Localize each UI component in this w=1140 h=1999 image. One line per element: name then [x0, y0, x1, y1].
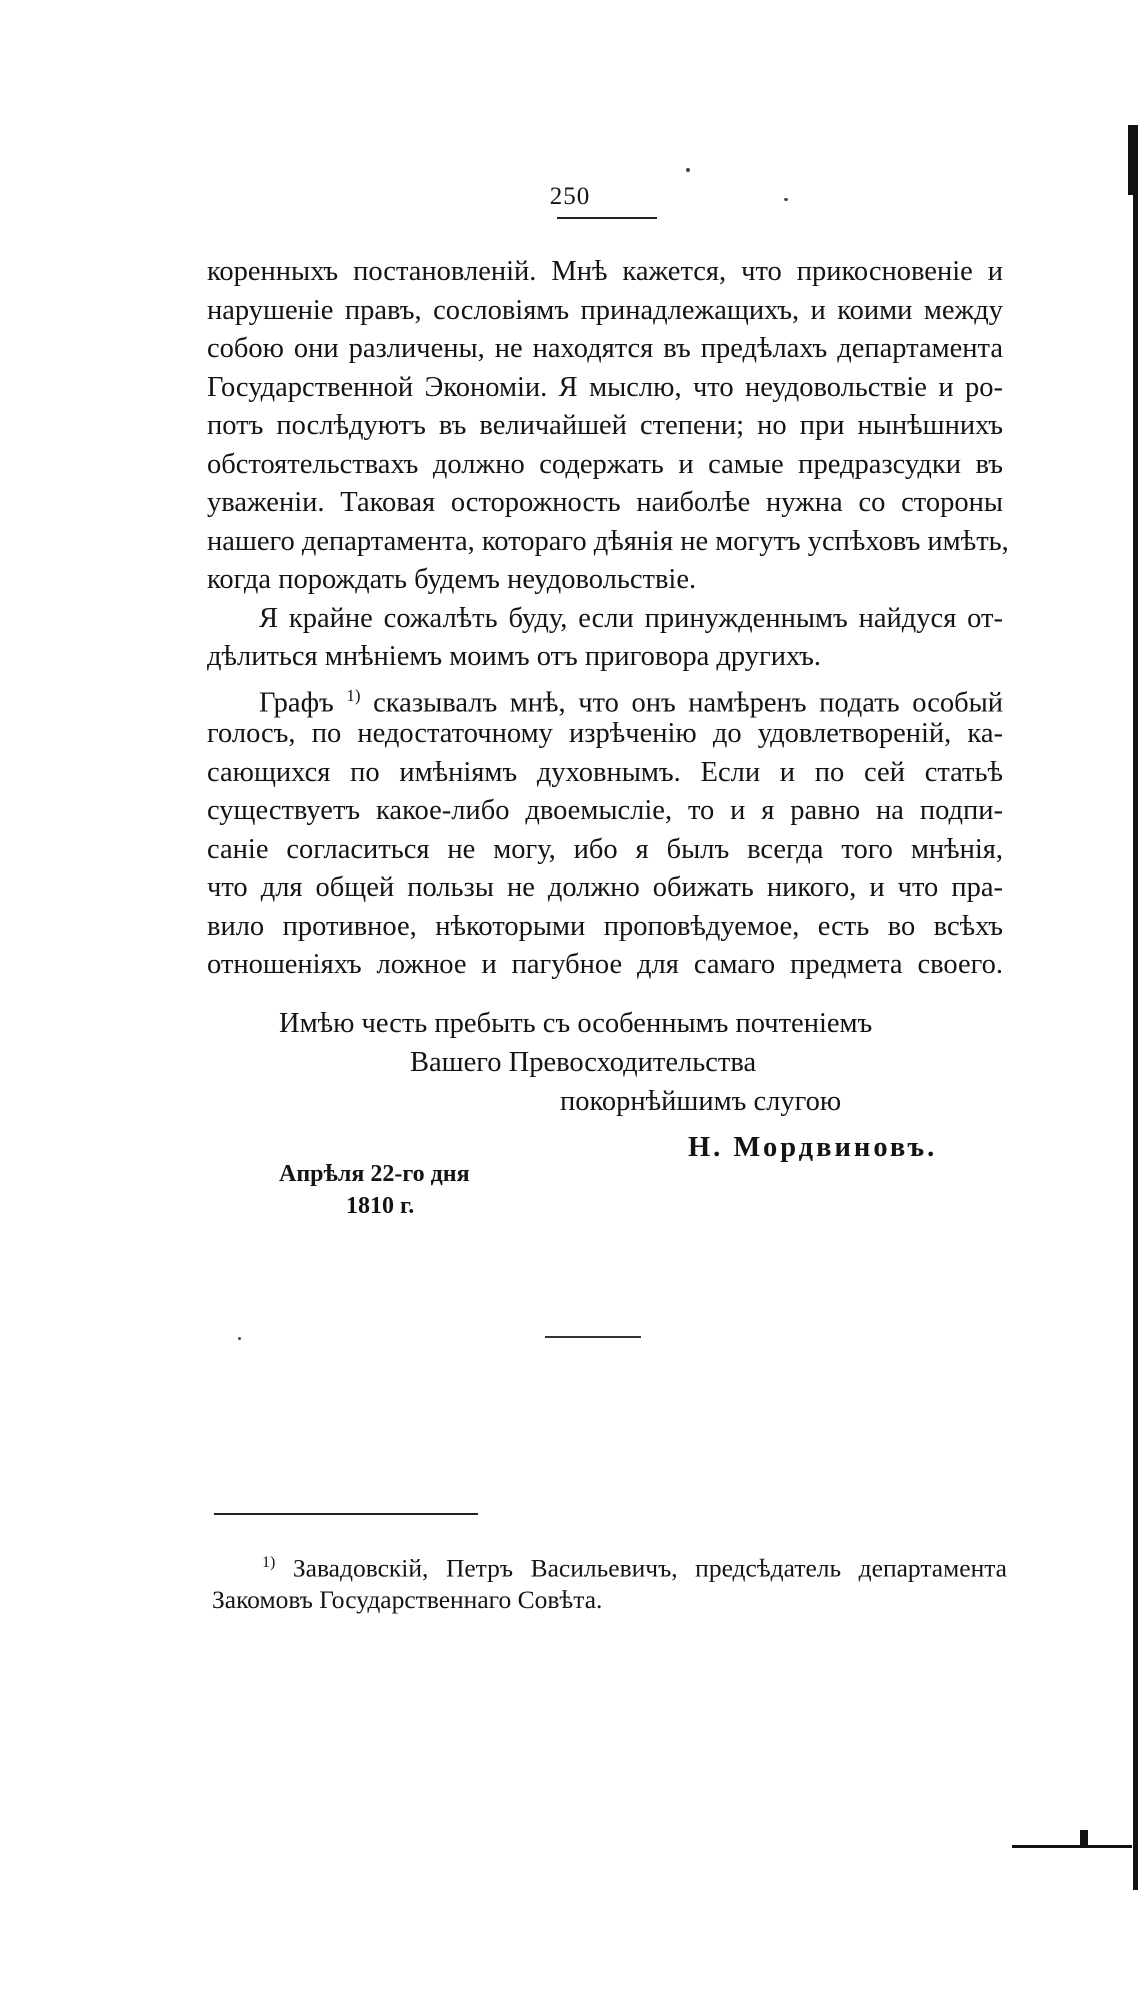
body-text [207, 253, 1009, 985]
footnote-line: Закомовъ Государственнаго Совѣта. [212, 1585, 603, 1614]
text-line: существуетъ какое-либо двоемысліе, то и я равно на подпи- [207, 795, 1003, 826]
paragraph-3 [207, 677, 1003, 985]
signature: Н. Мордвиновъ. [688, 1132, 938, 1163]
text-line: коренныхъ постановленій. Мнѣ кажется, что прикосновеніе и [207, 256, 1003, 287]
text-line: нарушеніе правъ, сословіямъ принадлежащихъ, и коими между [207, 294, 1003, 326]
paragraph-1 [207, 253, 1009, 600]
footnote-text: Завадовскій, Петръ Васильевичъ, предсѣдатель департамента [275, 1553, 1007, 1583]
date-line-2: 1810 г. [346, 1193, 415, 1219]
page-edge-mark [1012, 1845, 1132, 1848]
text-fragment: сказывалъ мнѣ, что онъ намѣренъ подать особый [360, 687, 1003, 718]
count-name: Графъ [259, 687, 334, 718]
page-number: 250 [549, 183, 591, 210]
page-edge-bar [1133, 125, 1138, 1890]
text-line [207, 677, 1003, 716]
text-line: отношеніяхъ ложное и пагубное для самаго предмета своего. [207, 949, 1003, 980]
page-edge-mark-blot [1080, 1830, 1088, 1846]
text-line: сающихся по имѣніямъ духовнымъ. Если и по сей статьѣ [207, 756, 1003, 788]
text-line: уваженіи. Таковая осторожность наиболѣе нужна со стороны [207, 487, 1003, 518]
ink-speck [686, 168, 690, 172]
ink-speck [784, 198, 788, 201]
closing-line-3: покорнѣйшимъ слугою [560, 1086, 842, 1117]
footnote-reference: 1) [346, 685, 361, 705]
text-line: дѣлиться мнѣніемъ моимъ отъ приговора другихъ. [207, 641, 822, 672]
footnote-line [212, 1544, 1007, 1581]
text-line: потъ послѣдуютъ въ величайшей степени; но при нынѣшнихъ [207, 410, 1003, 441]
text-line: собою они различены, не находятся въ предѣлахъ департамента [207, 333, 1003, 364]
date-line-1: Апрѣля 22-го дня [279, 1161, 470, 1187]
section-divider [545, 1336, 641, 1338]
ink-speck [238, 1337, 241, 1340]
text-line: нашего департамента, котораго дѣянія не могутъ успѣховъ имѣть, [207, 525, 1009, 557]
footnote-marker: 1) [262, 1554, 276, 1571]
page-number-underline [557, 217, 657, 219]
footnote-rule [214, 1513, 478, 1515]
text-line: саніе согласиться не могу, ибо я былъ всегда того мнѣнія, [207, 833, 1003, 865]
closing-line-1: Имѣю честь пребыть съ особеннымъ почтеніемъ [279, 1008, 873, 1039]
closing-line-2: Вашего Превосходительства [410, 1047, 757, 1078]
footnote [212, 1544, 1007, 1618]
text-line: когда порождать будемъ неудовольствіе. [207, 564, 697, 595]
text-line: Я крайне сожалѣть буду, если принужденнымъ найдуся от- [259, 602, 1003, 634]
page-edge-bar-top [1128, 125, 1133, 195]
text-line: что для общей пользы не должно обижать никого, и что пра- [207, 872, 1003, 903]
text-line: обстоятельствахъ должно содержать и самые предразсудки въ [207, 448, 1003, 480]
text-line: голосъ, по недостаточному изрѣченію до удовлетвореній, ка- [207, 718, 1003, 749]
text-line: вило противное, нѣкоторыми проповѣдуемое, есть во всѣхъ [207, 910, 1003, 942]
paragraph-2 [207, 600, 1003, 677]
text-line: Государственной Экономіи. Я мыслю, что неудовольствіе и ро- [207, 371, 1003, 403]
